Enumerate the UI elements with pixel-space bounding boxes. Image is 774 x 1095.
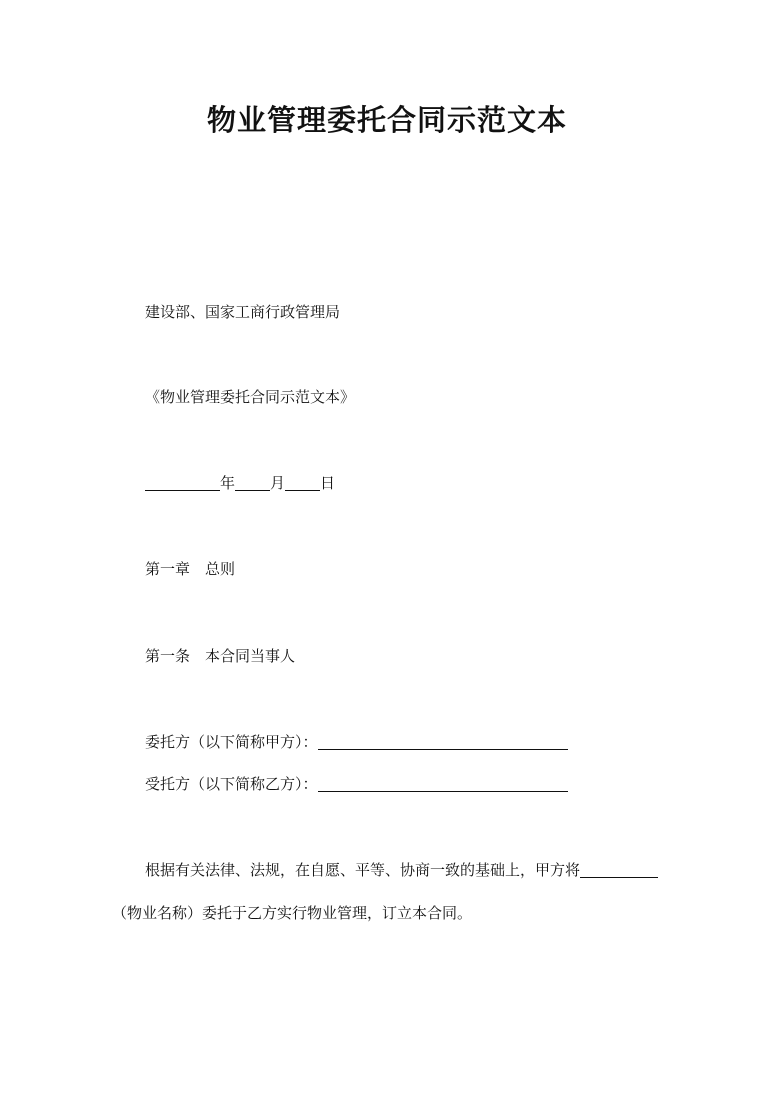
article-name: 本合同当事人 xyxy=(205,647,296,665)
issuer-line: 建设部、国家工商行政管理局 xyxy=(145,303,341,321)
year-label: 年 xyxy=(220,474,236,492)
chapter-name: 总则 xyxy=(205,560,236,578)
party-a-blank xyxy=(318,733,568,750)
party-b-label: 受托方（以下简称乙方）： xyxy=(145,775,318,793)
date-line xyxy=(145,472,335,494)
day-blank xyxy=(285,474,320,491)
paragraph-line-2: （物业名称）委托于乙方实行物业管理，订立本合同。 xyxy=(112,904,473,922)
chapter-number: 第一章 xyxy=(145,560,191,578)
party-a-label: 委托方（以下简称甲方）： xyxy=(145,733,318,751)
article-heading xyxy=(145,645,295,667)
party-b-line xyxy=(145,773,568,795)
document-title: 物业管理委托合同示范文本 xyxy=(206,103,567,137)
paragraph-line-1 xyxy=(145,859,658,881)
day-label: 日 xyxy=(320,474,336,492)
chapter-heading xyxy=(145,558,235,580)
article-number: 第一条 xyxy=(145,647,191,665)
party-a-line xyxy=(145,731,568,753)
paragraph-text-1: 根据有关法律、法规，在自愿、平等、协商一致的基础上，甲方将 xyxy=(145,861,581,879)
month-label: 月 xyxy=(270,474,286,492)
property-name-blank xyxy=(580,861,658,878)
month-blank xyxy=(235,474,270,491)
year-blank xyxy=(145,474,220,491)
document-name-line: 《物业管理委托合同示范文本》 xyxy=(145,388,356,406)
party-b-blank xyxy=(318,775,568,792)
